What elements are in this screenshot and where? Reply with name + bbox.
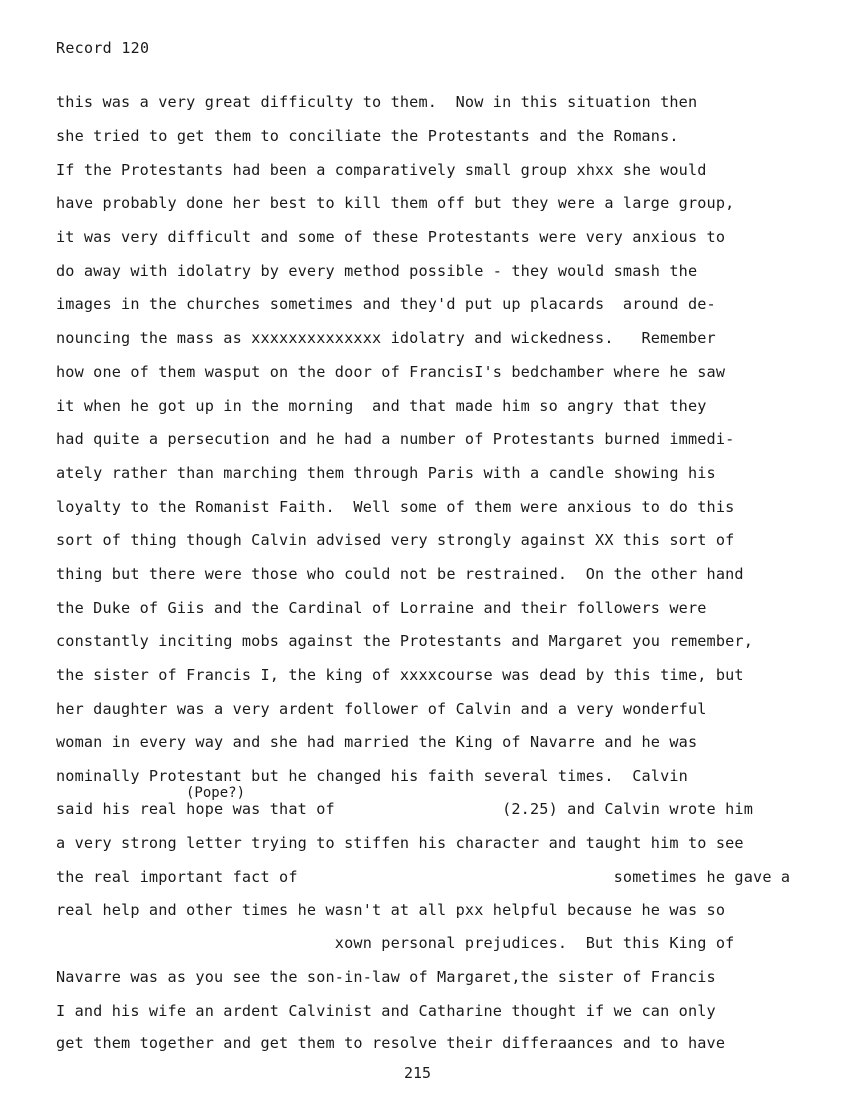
text-line: thing but there were those who could not be restrained. On the other hand (56, 565, 744, 583)
text-line: how one of them wasput on the door of FrancisI's bedchamber where he saw (56, 363, 726, 381)
text-line: xown personal prejudices. But this King of (56, 934, 735, 952)
text-line: sort of thing though Calvin advised very strongly against XX this sort of (56, 531, 735, 549)
record-header: Record 120 (56, 39, 150, 57)
margin-annotation: (Pope?) (186, 785, 246, 801)
text-line: ately rather than marching them through Paris with a candle showing his (56, 464, 716, 482)
text-line: Navarre was as you see the son-in-law of Margaret,the sister of Francis (56, 968, 716, 986)
text-line: woman in every way and she had married the King of Navarre and he was (56, 733, 698, 751)
text-line: nouncing the mass as xxxxxxxxxxxxxx idolatry and wickedness. Remember (56, 329, 716, 347)
text-line: images in the churches sometimes and they'd put up placards around de- (56, 295, 716, 313)
text-line: a very strong letter trying to stiffen his character and taught him to see (56, 834, 744, 852)
text-line: had quite a persecution and he had a number of Protestants burned immedi- (56, 430, 735, 448)
text-line: constantly inciting mobs against the Protestants and Margaret you remember, (56, 632, 754, 650)
text-line: this was a very great difficulty to them. Now in this situation then (56, 93, 698, 111)
text-line: nominally Protestant but he changed his faith several times. Calvin (56, 767, 688, 785)
text-line: said his real hope was that of (2.25) and Calvin wrote him (56, 800, 754, 818)
text-line: it when he got up in the morning and that made him so angry that they (56, 397, 707, 415)
text-line: loyalty to the Romanist Faith. Well some of them were anxious to do this (56, 498, 735, 516)
text-line: she tried to get them to conciliate the Protestants and the Romans. (56, 127, 679, 145)
text-line: have probably done her best to kill them off but they were a large group, (56, 194, 735, 212)
page-number: 215 (404, 1064, 432, 1082)
text-line: the Duke of Giis and the Cardinal of Lorraine and their followers were (56, 599, 707, 617)
text-line: her daughter was a very ardent follower of Calvin and a very wonderful (56, 700, 707, 718)
text-line: If the Protestants had been a comparatively small group xhxx she would (56, 161, 707, 179)
text-line: I and his wife an ardent Calvinist and Catharine thought if we can only (56, 1002, 716, 1020)
text-line: do away with idolatry by every method possible - they would smash the (56, 262, 698, 280)
text-line: the real important fact of sometimes he gave a (56, 868, 791, 886)
text-line: get them together and get them to resolve their differaances and to have (56, 1034, 726, 1052)
text-line: it was very difficult and some of these Protestants were very anxious to (56, 228, 726, 246)
text-line: the sister of Francis I, the king of xxxxcourse was dead by this time, but (56, 666, 744, 684)
text-line: real help and other times he wasn't at all pxx helpful because he was so (56, 901, 726, 919)
